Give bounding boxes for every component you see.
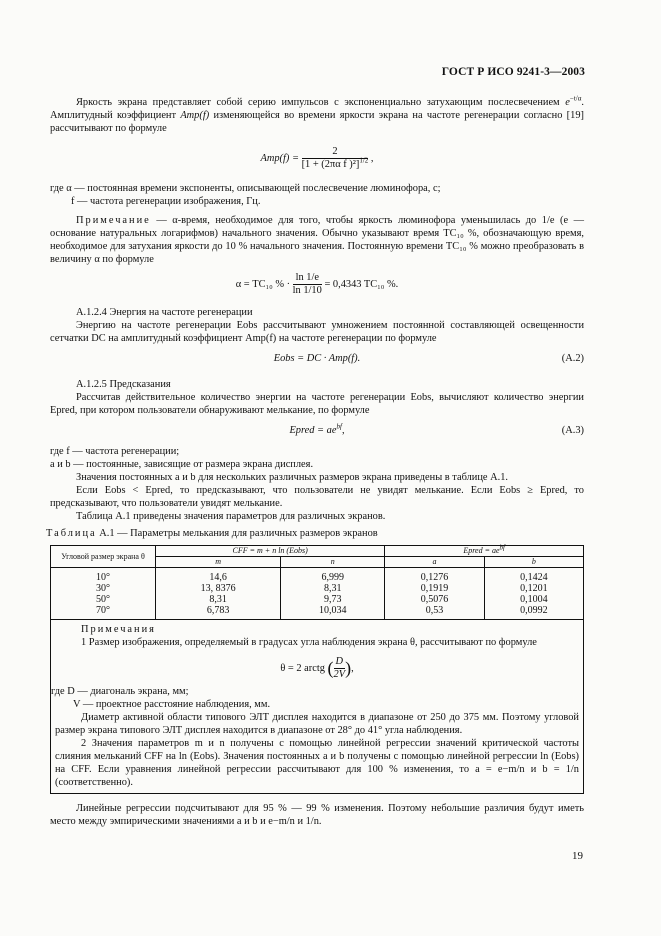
table-intro-paragraph: Таблица А.1 приведены значения параметров для различных экранов.: [76, 511, 386, 522]
note-1: 1 Размер изображения, определяемый в градусах угла наблюдения экрана θ, рассчитывают по формуле: [81, 637, 537, 648]
document-body: [46, 94, 584, 828]
table-caption: Таблица А.1 — Параметры мелькания для различных размеров экранов: [46, 528, 378, 539]
note-alpha: Примечание — α-время, необходимое для того, чтобы яркость люминофора уменьшилась до 1/e (e — основание натуральных логарифмов) начального значения. Обычно указывают время TC₁₀ %, обозначающую время, необходимое для затухания яркости до 10 % начального значения. Постоянную времени TC₁₀ % можно преобразовать в величину α по формуле: [50, 215, 584, 265]
equation-number-a3: (A.3): [561, 425, 584, 436]
table-row: 70° 6,783 10,034 0,53 0,0992: [51, 605, 584, 620]
formula-theta: θ = 2 arctg ( $\frac{D}{2V}$ ),: [280, 656, 354, 680]
note-2: 2 Значения параметров m и n получены с помощью линейной регрессии значений критической частоты слияния мельканий CFF на ln (Eobs). Значения постоянных a и b получены с помощью линейной регрессии ln (Eobs) на CFF. Если уравнения линейной регрессии рассчитывают для 100 % изменения, то a = e−m/n и b = 1/n (соответственно).: [55, 738, 579, 788]
regression-paragraph: Линейные регрессии подсчитывают для 95 % — 99 % изменения. Поэтому небольшие различия будут иметь место между эмпирическими значениями a и b и e−m/n и 1/n.: [50, 803, 584, 827]
notes-title: Примечания: [81, 624, 156, 635]
where-regen: где f — частота регенерации;: [50, 446, 180, 457]
header-cff: CFF = m + n ln (Eobs): [156, 546, 385, 557]
where-alpha: где α — постоянная времени экспоненты, описывающей послесвечение люминофора, с;: [50, 183, 441, 194]
standard-header: ГОСТ Р ИСО 9241-3—2003: [441, 66, 585, 78]
where-ab: a и b — постоянные, зависящие от размера экрана дисплея.: [50, 459, 314, 470]
constants-paragraph: Значения постоянных a и b для нескольких различных размеров экрана приведены в таблице А.1.: [76, 472, 509, 483]
header-m: m: [156, 557, 281, 568]
header-angle: Угловой размер экрана θ: [51, 546, 156, 568]
formula-amp: Amp(f) = $\frac{2}{[1 + (2\pi\alpha f )^2]^{1/2}}$ ,: [260, 146, 374, 170]
table-row: 10° 14,6 6,999 0,1276 0,1424: [51, 568, 584, 584]
page-number: 19: [572, 850, 583, 862]
where-v: V — проектное расстояние наблюдения, мм.: [73, 699, 271, 710]
section-a125-text: Рассчитав действительное количество энергии на частоте регенерации Eobs, вычисляют количество энергии Epred, при котором пользователи обнаруживают мелькание, по формуле: [50, 392, 584, 416]
intro-paragraph: Яркость экрана представляет собой серию импульсов с экспоненциально затухающим послесвечением $e^{-t/\alpha}$. Амплитудный коэффициент Amp(f) изменяющейся во времени яркости экрана на частоте регенерации согласно [19] рассчитывают по формуле: [50, 94, 584, 134]
section-a124-text: Энергию на частоте регенерации Eobs рассчитывают умножением постоянной составляющей освещенности сетчатки DC на амплитудный коэффициент Amp(f) на частоте регенерации по формуле: [50, 320, 584, 344]
where-f: f — частота регенерации изображения, Гц.: [71, 196, 261, 207]
equation-number-a2: (A.2): [561, 353, 584, 364]
note-1-crt: Диаметр активной области типового ЭЛТ дисплея находится в диапазоне от 250 до 375 мм. Поэтому угловой размер экрана типового ЭЛТ дисплея находится в диапазоне от 28° до 41° угла наблюдения.: [55, 712, 579, 736]
table-notes: [50, 620, 584, 794]
where-d: где D — диагональ экрана, мм;: [51, 686, 189, 697]
prediction-paragraph: Если Eobs < Epred, то предсказывают, что пользователи не увидят мелькание. Если Eobs ≥ Epred, то предсказывают, что пользователи увидят мелькание.: [50, 485, 584, 509]
table-row: 50° 8,31 9,73 0,5076 0,1004: [51, 594, 584, 605]
header-b: b: [484, 557, 583, 568]
section-a125-title: A.1.2.5 Предсказания: [76, 379, 171, 390]
header-epred: Epred = $ae^{bf}$: [385, 546, 584, 557]
formula-a3: Epred = $ae^{bf}$, (A.3): [289, 422, 584, 436]
formula-a2: Eobs = DC · Amp(f). (A.2): [273, 353, 584, 364]
table-header-row: [51, 546, 584, 557]
section-a124-title: A.1.2.4 Энергия на частоте регенерации: [76, 307, 253, 318]
formula-alpha: α = TC₁₀ % · $\frac{\ln 1/e}{\ln 1/10}$ = 0,4343 TC₁₀ %.: [235, 272, 399, 296]
flicker-parameters-table: [50, 545, 584, 620]
table-row: 30° 13, 8376 8,31 0,1919 0,1201: [51, 583, 584, 594]
header-n: n: [281, 557, 385, 568]
header-a: a: [385, 557, 484, 568]
